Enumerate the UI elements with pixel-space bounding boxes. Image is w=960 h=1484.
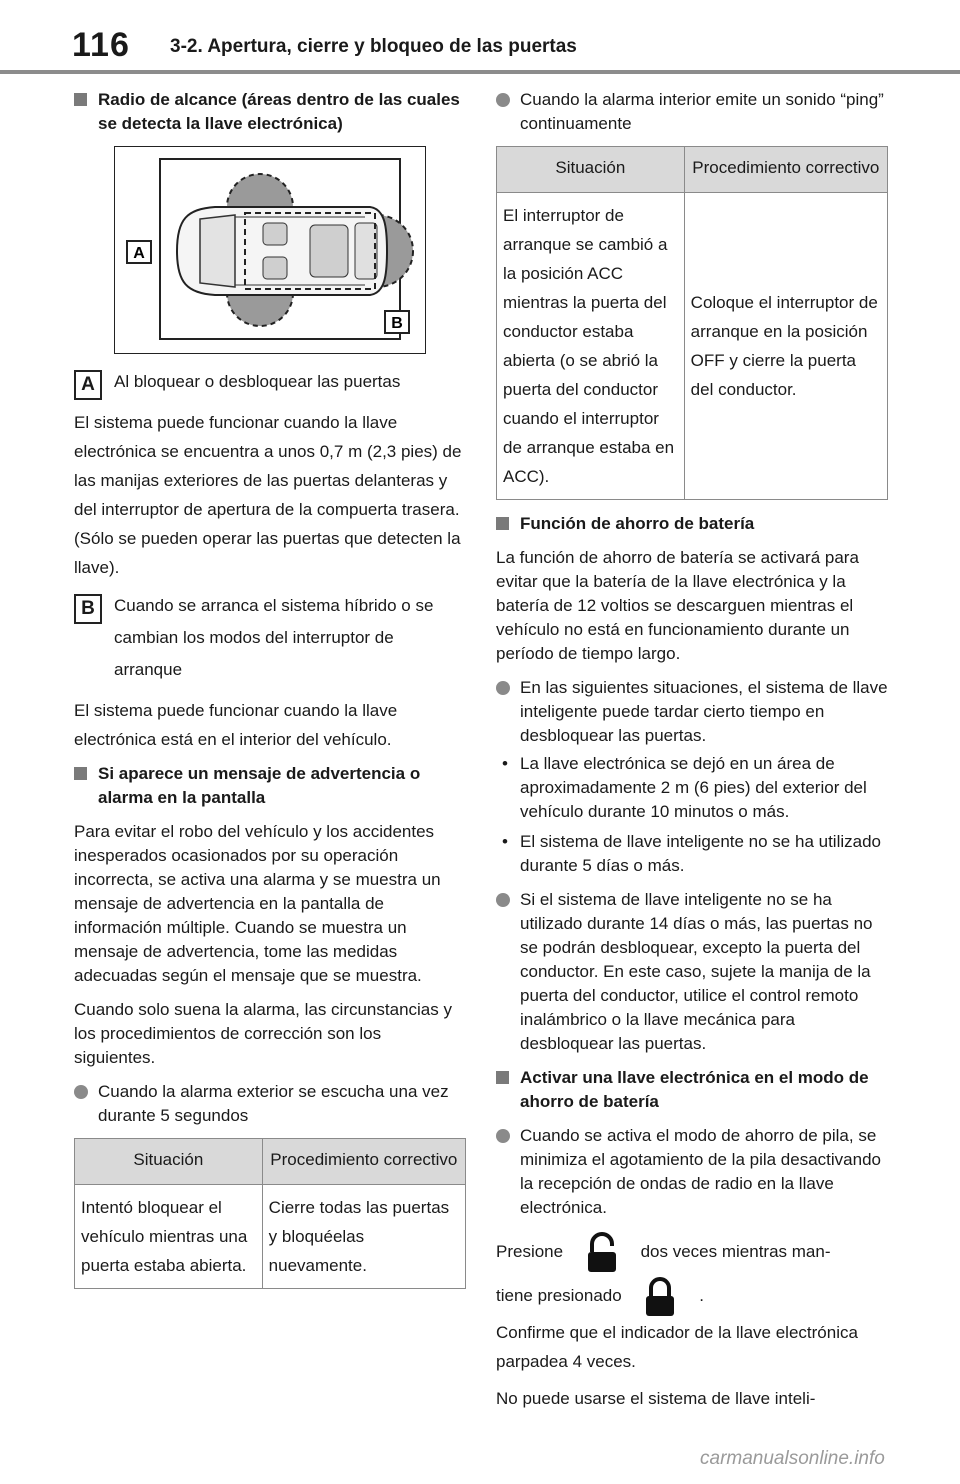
heading-warning: Si aparece un mensaje de advertencia o alarma en la pantalla — [74, 762, 466, 810]
lock-icon — [640, 1276, 680, 1318]
square-bullet-icon — [496, 517, 509, 530]
paragraph-warning: Para evitar el robo del vehículo y los accidentes inesperados ocasionados por su operación incorrecta, se activa una alarma y se muestra un mensaje de advertencia en la pantalla de información múltiple. Cuando se muestra un mensaje de advertencia, tome las medidas adecuadas según el mensaje que se muestra. — [74, 822, 441, 985]
diagram-label-a: A — [133, 245, 145, 262]
page-header — [0, 0, 960, 76]
table-cell-situation: El interruptor de arranque se cambió a la posición ACC mientras la puerta del conductor estaba abierta (o se abrió la puerta del conductor cuando el interruptor de arranque estaba en ACC). — [497, 193, 685, 500]
table-cell-procedure: Cierre todas las puertas y bloquéelas nuevamente. — [262, 1185, 465, 1289]
section-title: 3-2. Apertura, cierre y bloqueo de las puertas — [170, 36, 577, 57]
item-b — [74, 590, 466, 686]
dash-item-key-left: • La llave electrónica se dejó en un área de aproximadamente 2 m (6 pies) del exterior del vehículo durante 10 minutos o más. — [502, 754, 867, 821]
bullet-unused-14-days: Si el sistema de llave inteligente no se ha utilizado durante 14 días o más, las puertas no se podrán desbloquear, excepto la puerta del conductor. En este caso, sujete la manija de la puerta del conductor, utilice el control remoto inalámbrico o la llave mecánica para desbloquear las puertas. — [496, 888, 888, 1056]
paragraph-continued: No puede usarse el sistema de llave inteli- — [496, 1389, 816, 1408]
table-cell-situation: Intentó bloquear el vehículo mientras una puerta estaba abierta. — [75, 1185, 263, 1289]
circle-bullet-icon — [496, 681, 510, 695]
item-b-text: Cuando se arranca el sistema híbrido o se cambian los modos del interruptor de arranque — [114, 596, 434, 679]
letter-b-badge: B — [74, 594, 102, 624]
square-bullet-icon — [74, 93, 87, 106]
bullet-delay: En las siguientes situaciones, el sistema de llave inteligente puede tardar cierto tiempo en desbloquear las puertas. — [496, 676, 888, 748]
paragraph-battery-saving: La función de ahorro de batería se activará para evitar que la batería de la llave electrónica y la batería de 12 voltios se descarguen mientras el vehículo no está en funcionamiento durante un período de tiempo largo. — [496, 548, 859, 663]
bullet-saving-mode: Cuando se activa el modo de ahorro de pila, se minimiza el agotamiento de la pila desactivando la recepción de ondas de radio en la llave electrónica. — [496, 1124, 888, 1220]
detection-range-diagram — [114, 146, 426, 354]
instruction-hold: tiene presionado . — [496, 1274, 888, 1318]
circle-bullet-icon — [496, 93, 510, 107]
table-exterior-alarm — [74, 1138, 466, 1289]
watermark: carmanualsonline.info — [700, 1448, 885, 1469]
circle-bullet-icon — [496, 1129, 510, 1143]
paragraph-range-a: El sistema puede funcionar cuando la llave electrónica se encuentra a unos 0,7 m (2,3 pies) de las manijas exteriores de las puertas delanteras y del interruptor de apertura de la compuerta trasera. (Sólo se pueden operar las puertas que detecten la llave). — [74, 413, 462, 577]
letter-a-badge: A — [74, 370, 102, 400]
heading-battery-saving: Función de ahorro de batería — [496, 512, 888, 536]
paragraph-alarm: Cuando solo suena la alarma, las circunstancias y los procedimientos de corrección son los siguientes. — [74, 1000, 452, 1067]
square-bullet-icon — [74, 767, 87, 780]
square-bullet-icon — [496, 1071, 509, 1084]
heading-range: Radio de alcance (áreas dentro de las cuales se detecta la llave electrónica) — [74, 88, 466, 136]
paragraph-confirm-indicator: Confirme que el indicador de la llave electrónica parpadea 4 veces. — [496, 1323, 858, 1371]
right-column — [496, 88, 888, 1421]
item-a-text: Al bloquear o desbloquear las puertas — [114, 372, 401, 391]
unlock-icon — [582, 1232, 622, 1274]
circle-bullet-icon — [496, 893, 510, 907]
table-header-situation: Situación — [75, 1139, 263, 1185]
table-cell-procedure: Coloque el interruptor de arranque en la posición OFF y cierre la puerta del conductor. — [684, 193, 887, 500]
circle-bullet-icon — [74, 1085, 88, 1099]
bullet-exterior-alarm: Cuando la alarma exterior se escucha una vez durante 5 segundos — [74, 1080, 466, 1128]
paragraph-range-b: El sistema puede funcionar cuando la llave electrónica está en el interior del vehículo. — [74, 701, 398, 749]
page-number: 116 — [72, 26, 130, 64]
instruction-press: Presione dos veces mientras man- — [496, 1230, 888, 1274]
table-row — [75, 1185, 466, 1289]
heading-activate-saving-mode: Activar una llave electrónica en el modo de ahorro de batería — [496, 1066, 888, 1114]
table-row — [497, 193, 888, 500]
table-header-situation: Situación — [497, 147, 685, 193]
table-interior-alarm — [496, 146, 888, 500]
car-top-view-illustration — [115, 147, 425, 353]
item-a — [74, 366, 466, 398]
header-rule — [0, 70, 960, 74]
table-header-procedure: Procedimiento correctivo — [262, 1139, 465, 1185]
dash-item-unused-5-days: • El sistema de llave inteligente no se ha utilizado durante 5 días o más. — [502, 832, 881, 875]
diagram-label-b: B — [391, 315, 403, 332]
bullet-interior-alarm: Cuando la alarma interior emite un sonido “ping” continuamente — [496, 88, 888, 136]
left-column — [74, 88, 466, 1301]
table-header-procedure: Procedimiento correctivo — [684, 147, 887, 193]
